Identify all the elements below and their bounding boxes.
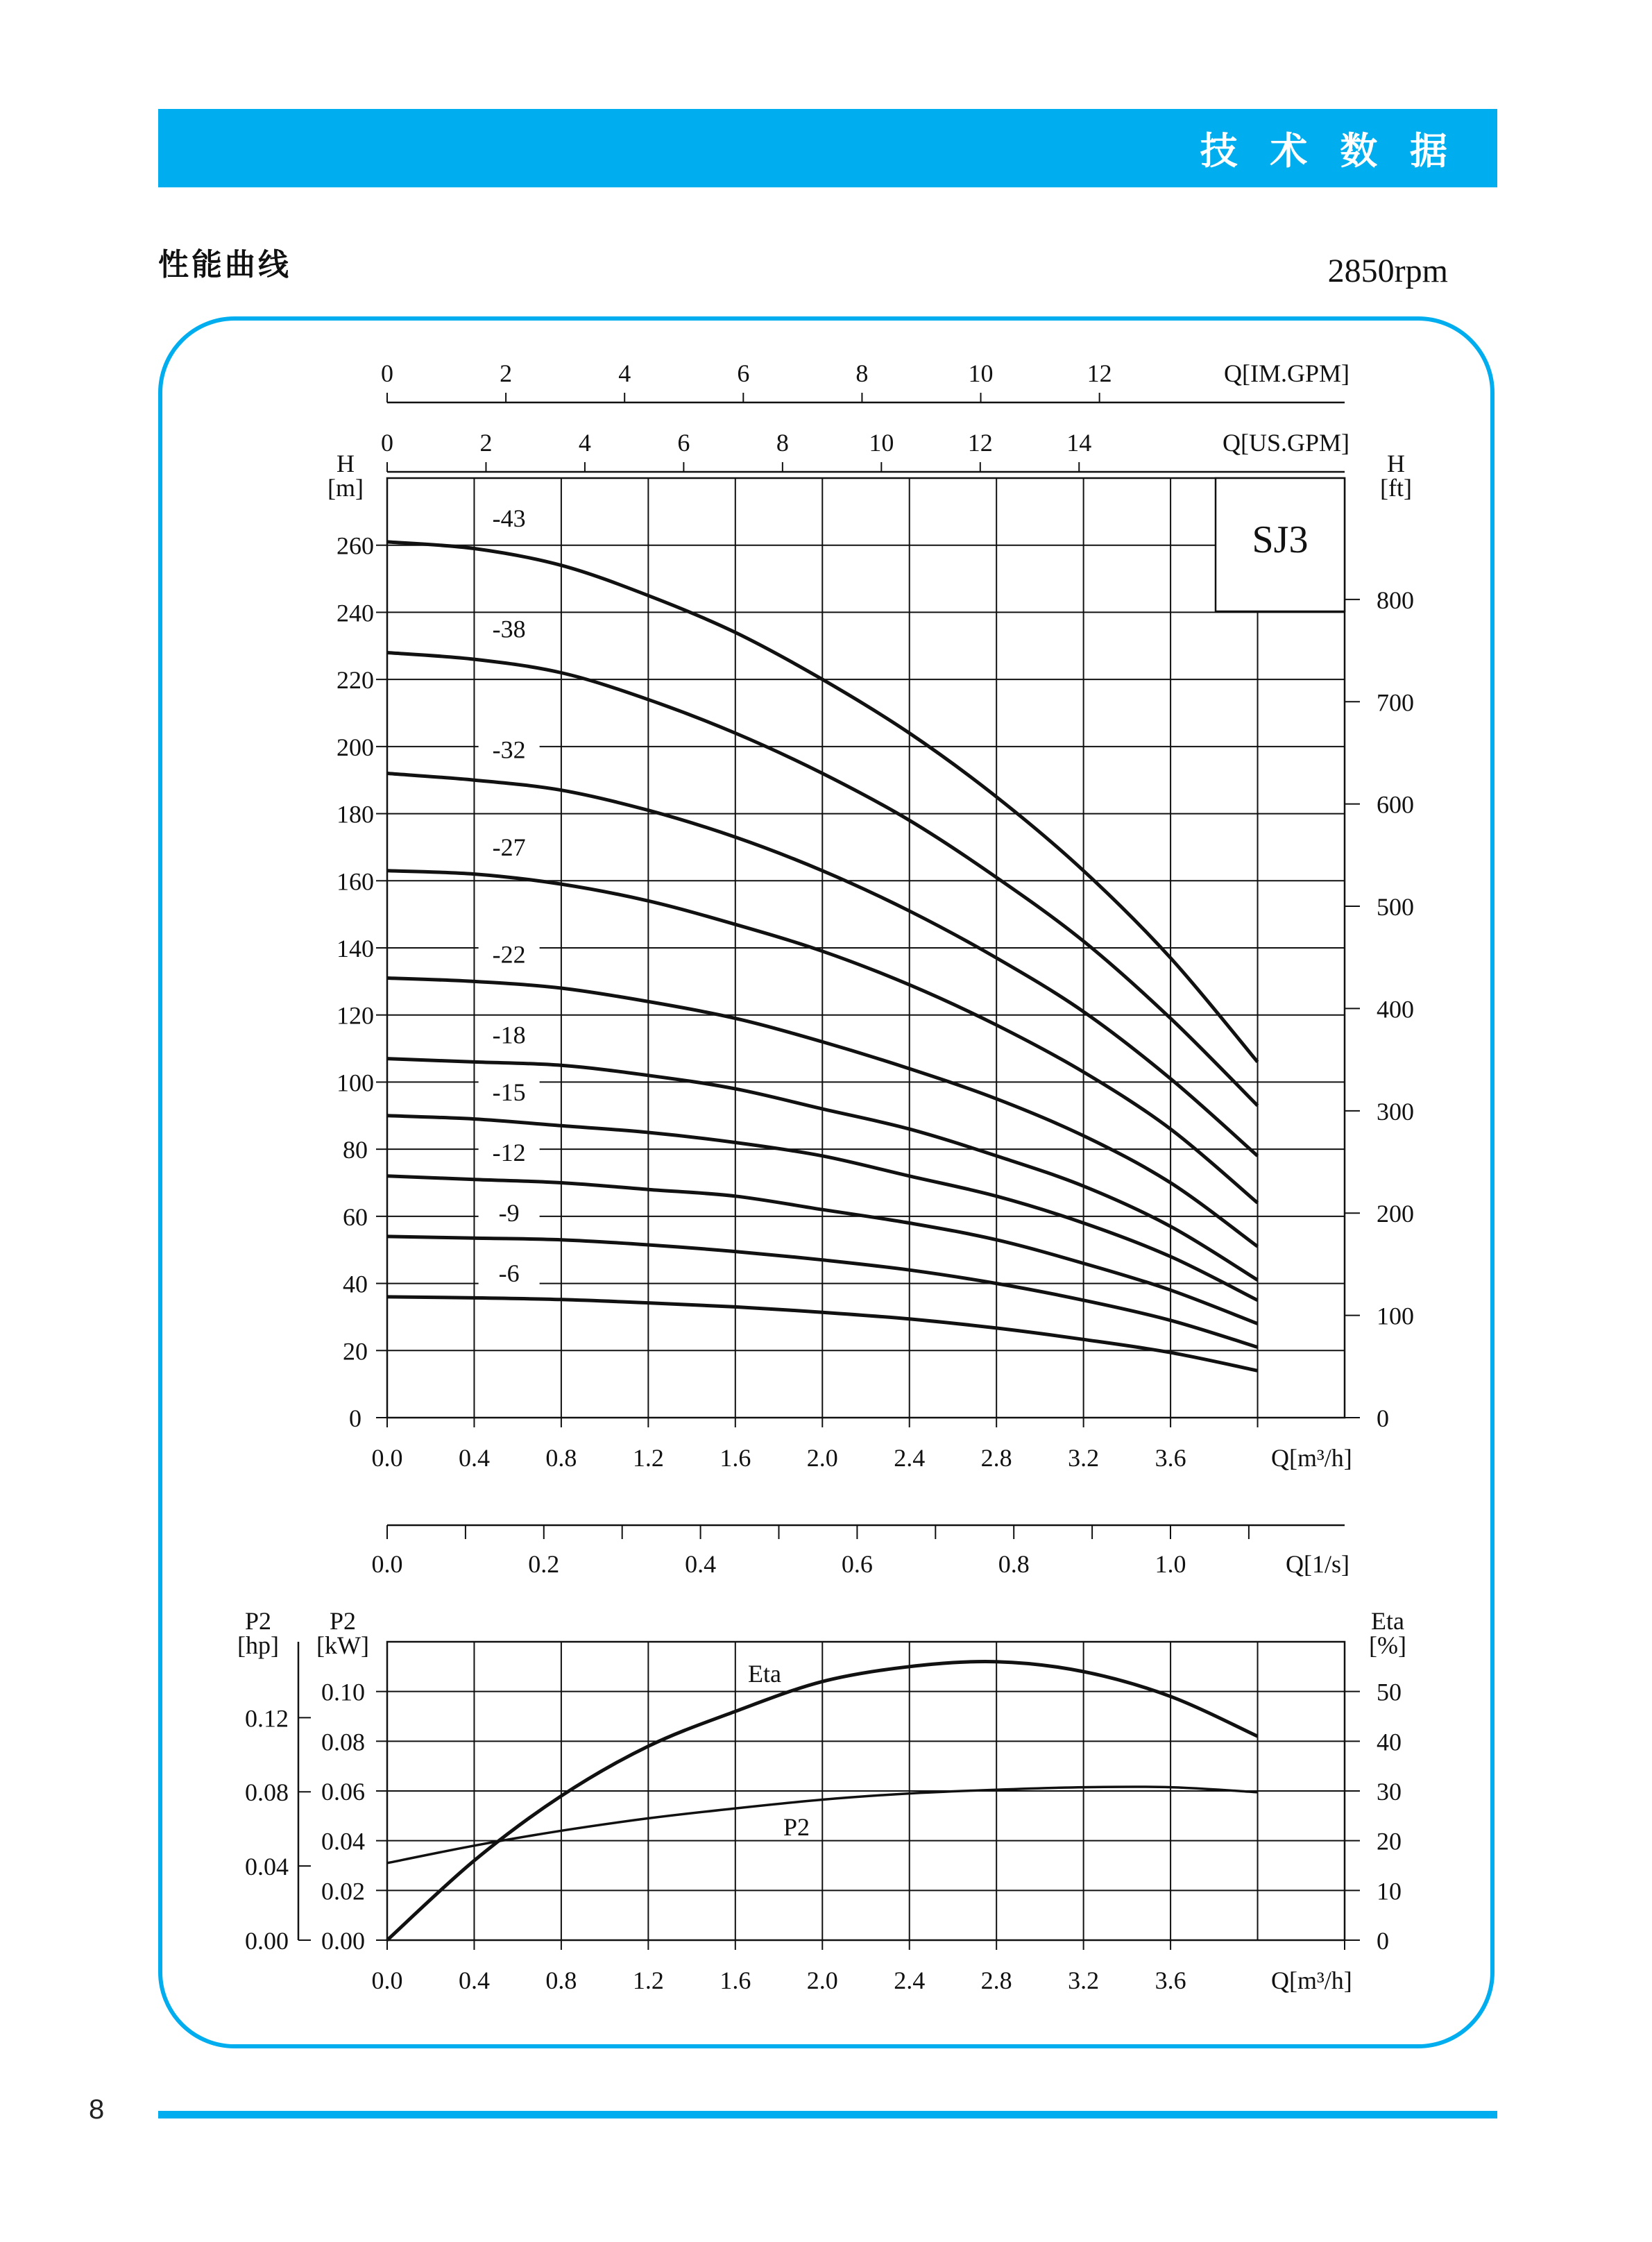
head-right-axis-unit: [ft] (1380, 474, 1412, 502)
im-gpm-tick-label: 2 (500, 359, 513, 387)
im-gpm-tick-label: 0 (381, 359, 393, 387)
us-gpm-axis-label: Q[US.GPM] (1222, 429, 1349, 457)
kw-tick-label: 0.00 (321, 1927, 365, 1955)
head-right-tick-label: 300 (1377, 1097, 1414, 1126)
us-gpm-tick-label: 2 (479, 429, 493, 457)
ls-axis-label: Q[1/s] (1286, 1550, 1349, 1578)
head-right-tick-label: 800 (1377, 586, 1414, 614)
header-title: 技 术 数 据 (1200, 129, 1457, 173)
head-curve-label: -12 (492, 1138, 526, 1166)
head-left-axis-label: H (337, 450, 355, 477)
head-right-tick-label: 400 (1377, 995, 1414, 1024)
us-gpm-tick-label: 0 (381, 429, 393, 457)
ls-tick-label: 0.2 (528, 1550, 560, 1578)
model-label: SJ3 (1252, 518, 1309, 561)
head-curve-label: -18 (492, 1021, 526, 1049)
head-right-tick-label: 700 (1377, 688, 1414, 717)
power-x-tick-label: 0.0 (371, 1967, 403, 1994)
head-x-tick-label: 0.0 (371, 1444, 403, 1472)
power-x-tick-label: 0.8 (545, 1967, 577, 1994)
power-x-tick-label: 1.6 (719, 1967, 751, 1994)
hp-tick-label: 0.12 (245, 1704, 289, 1733)
power-x-tick-label: 2.8 (980, 1967, 1012, 1994)
eta-axis-unit: [%] (1369, 1631, 1406, 1659)
head-curve-label: -22 (492, 940, 526, 969)
head-left-tick-label: 20 (343, 1337, 368, 1366)
kw-axis-unit: [kW] (316, 1631, 369, 1659)
us-gpm-tick-label: 10 (869, 429, 894, 457)
head-left-tick-label: 160 (337, 867, 374, 896)
im-gpm-tick-label: 12 (1087, 359, 1112, 387)
ls-tick-label: 0.8 (998, 1550, 1030, 1578)
im-gpm-tick-label: 8 (855, 359, 869, 387)
hp-tick-label: 0.00 (245, 1927, 289, 1955)
eta-tick-label: 20 (1377, 1827, 1402, 1855)
power-x-tick-label: 1.2 (632, 1967, 664, 1994)
power-x-axis-label: Q[m³/h] (1271, 1967, 1352, 1994)
kw-tick-label: 0.06 (321, 1778, 365, 1806)
head-x-axis-label: Q[m³/h] (1271, 1444, 1352, 1472)
us-gpm-tick-label: 8 (776, 429, 789, 457)
hp-axis-label: P2 (244, 1607, 272, 1635)
head-left-tick-label: 220 (337, 666, 374, 695)
head-x-tick-label: 0.4 (458, 1444, 490, 1472)
head-curve-label: -32 (492, 736, 526, 764)
im-gpm-tick-label: 6 (737, 359, 750, 387)
head-right-tick-label: 500 (1377, 893, 1414, 922)
eta-tick-label: 30 (1377, 1778, 1402, 1806)
head-left-tick-label: 0 (349, 1404, 361, 1432)
eta-tick-label: 0 (1377, 1927, 1389, 1955)
head-curve-label: -15 (492, 1078, 526, 1106)
kw-tick-label: 0.10 (321, 1678, 365, 1706)
head-right-axis-label: H (1387, 450, 1405, 477)
head-left-tick-label: 100 (337, 1069, 374, 1097)
power-x-tick-label: 3.2 (1068, 1967, 1100, 1994)
head-x-tick-label: 0.8 (545, 1444, 577, 1472)
head-x-tick-label: 1.2 (632, 1444, 664, 1472)
head-right-tick-label: 200 (1377, 1200, 1414, 1228)
eta-tick-label: 40 (1377, 1728, 1402, 1756)
head-right-tick-label: 100 (1377, 1302, 1414, 1330)
head-x-tick-label: 3.2 (1068, 1444, 1100, 1472)
head-left-tick-label: 200 (337, 733, 374, 761)
hp-axis-unit: [hp] (237, 1631, 279, 1659)
us-gpm-tick-label: 14 (1066, 429, 1092, 457)
section-title: 性能曲线 (158, 247, 291, 282)
head-curve-label: -6 (498, 1259, 520, 1287)
power-x-tick-label: 0.4 (458, 1967, 490, 1994)
eta-tick-label: 10 (1377, 1877, 1402, 1905)
us-gpm-tick-label: 4 (578, 429, 591, 457)
head-left-tick-label: 140 (337, 935, 374, 962)
eta-curve-label: Eta (748, 1660, 781, 1688)
head-curve-label: -43 (492, 504, 526, 532)
head-curve-label: -38 (492, 615, 526, 643)
im-gpm-tick-label: 4 (618, 359, 631, 387)
head-left-tick-label: 260 (337, 532, 374, 560)
head-x-tick-label: 1.6 (719, 1444, 751, 1472)
im-gpm-axis-label: Q[IM.GPM] (1223, 359, 1349, 387)
head-left-tick-label: 240 (337, 599, 374, 627)
ls-tick-label: 0.0 (371, 1550, 403, 1578)
head-right-tick-label: 600 (1377, 790, 1414, 819)
im-gpm-tick-label: 10 (968, 359, 994, 387)
page-number: 8 (89, 2094, 105, 2125)
hp-tick-label: 0.08 (245, 1778, 289, 1807)
ls-tick-label: 0.6 (841, 1550, 873, 1578)
head-curve-label: -9 (498, 1198, 520, 1227)
kw-tick-label: 0.04 (321, 1827, 365, 1855)
power-x-tick-label: 2.0 (806, 1967, 838, 1994)
rpm-label: 2850rpm (1327, 253, 1448, 289)
footer-bar (158, 2111, 1497, 2118)
us-gpm-tick-label: 6 (677, 429, 690, 457)
kw-tick-label: 0.02 (321, 1877, 365, 1905)
eta-tick-label: 50 (1377, 1678, 1402, 1706)
head-x-tick-label: 2.8 (980, 1444, 1012, 1472)
head-x-tick-label: 2.0 (806, 1444, 838, 1472)
ls-tick-label: 1.0 (1155, 1550, 1186, 1578)
head-left-tick-label: 40 (343, 1270, 368, 1298)
kw-axis-label: P2 (329, 1607, 357, 1635)
head-left-axis-unit: [m] (327, 474, 364, 502)
ls-tick-label: 0.4 (685, 1550, 717, 1578)
eta-axis-label: Eta (1371, 1607, 1404, 1635)
head-left-tick-label: 80 (343, 1136, 368, 1164)
p2-curve-label: P2 (783, 1813, 810, 1841)
head-right-tick-label: 0 (1377, 1404, 1389, 1432)
us-gpm-tick-label: 12 (967, 429, 993, 457)
kw-tick-label: 0.08 (321, 1728, 365, 1756)
head-left-tick-label: 120 (337, 1001, 374, 1030)
head-x-tick-label: 2.4 (894, 1444, 926, 1472)
hp-tick-label: 0.04 (245, 1853, 289, 1881)
head-x-tick-label: 3.6 (1155, 1444, 1186, 1472)
power-x-tick-label: 2.4 (894, 1967, 926, 1994)
head-curve-label: -27 (492, 833, 526, 861)
power-x-tick-label: 3.6 (1155, 1967, 1186, 1994)
head-left-tick-label: 60 (343, 1203, 368, 1231)
head-left-tick-label: 180 (337, 800, 374, 829)
